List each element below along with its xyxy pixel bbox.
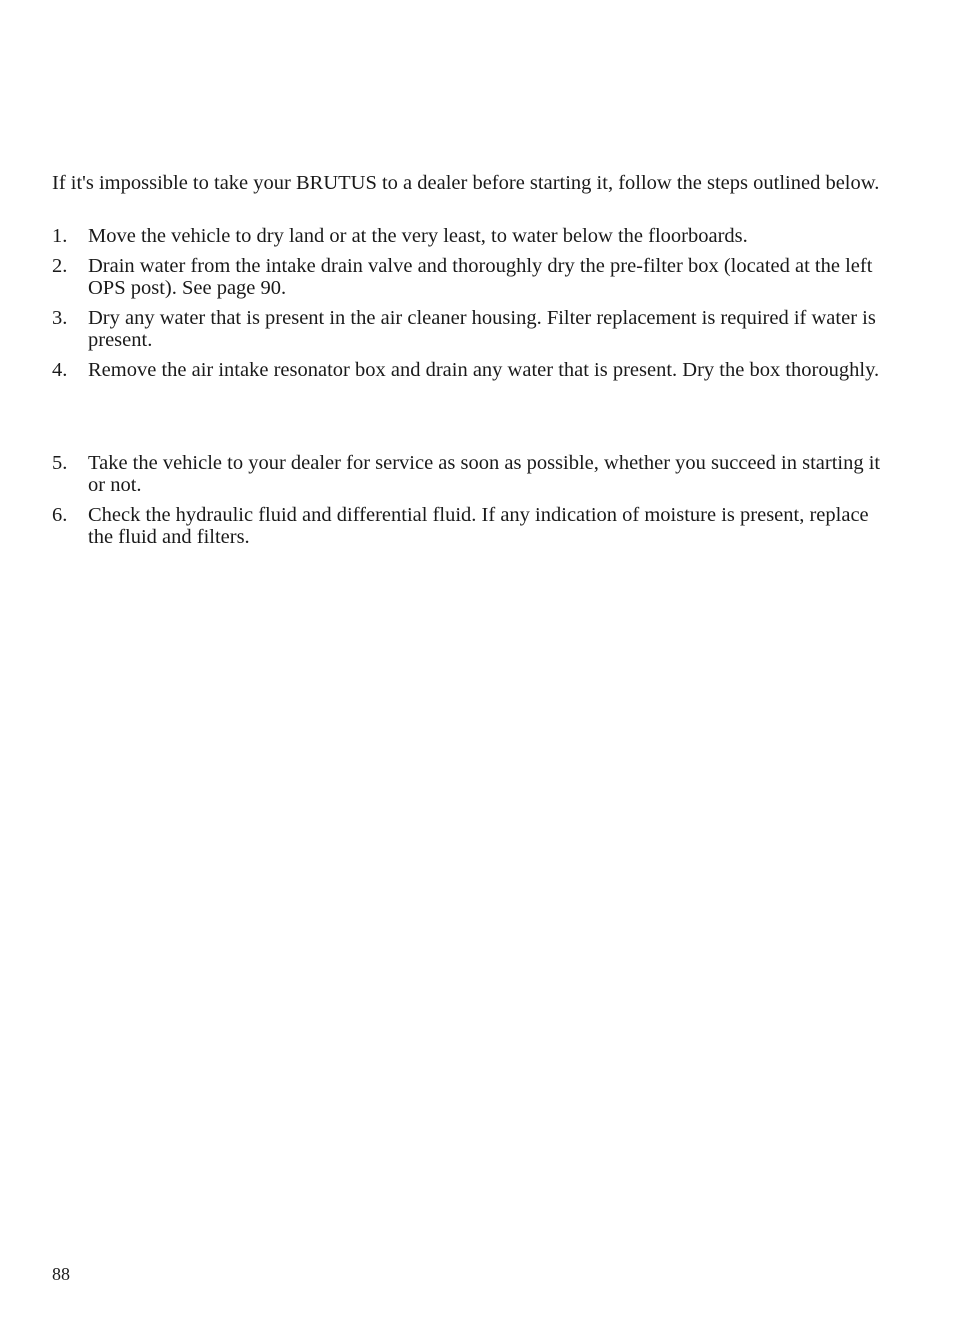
step-number: 1. <box>52 225 68 247</box>
step-text: Move the vehicle to dry land or at the very least, to water below the floorboards. <box>88 225 748 247</box>
intro-paragraph: If it's impossible to take your BRUTUS to a dealer before starting it, follow the steps outlined below. <box>52 172 880 194</box>
step-text: Dry any water that is present in the air cleaner housing. Filter replacement is required if water is present. <box>88 307 876 351</box>
steps-list-first <box>52 225 892 389</box>
step-text: Take the vehicle to your dealer for service as soon as possible, whether you succeed in starting it or not. <box>88 452 881 496</box>
list-item <box>52 504 892 548</box>
step-number: 6. <box>52 504 68 526</box>
step-number: 5. <box>52 452 68 474</box>
step-number: 2. <box>52 255 68 277</box>
list-item <box>52 225 892 247</box>
steps-list-second <box>52 452 892 556</box>
step-number: 3. <box>52 307 68 329</box>
list-item <box>52 359 892 381</box>
step-text: Remove the air intake resonator box and drain any water that is present. Dry the box thoroughly. <box>88 359 880 381</box>
step-number: 4. <box>52 359 68 381</box>
list-item <box>52 255 892 299</box>
step-text: Check the hydraulic fluid and differential fluid. If any indication of moisture is present, replace the fluid and filters. <box>88 504 869 548</box>
step-text: Drain water from the intake drain valve and thoroughly dry the pre-filter box (located at the left OPS post). See page 90. <box>88 255 873 299</box>
list-item <box>52 307 892 351</box>
page-number: 88 <box>52 1264 70 1284</box>
list-item <box>52 452 892 496</box>
